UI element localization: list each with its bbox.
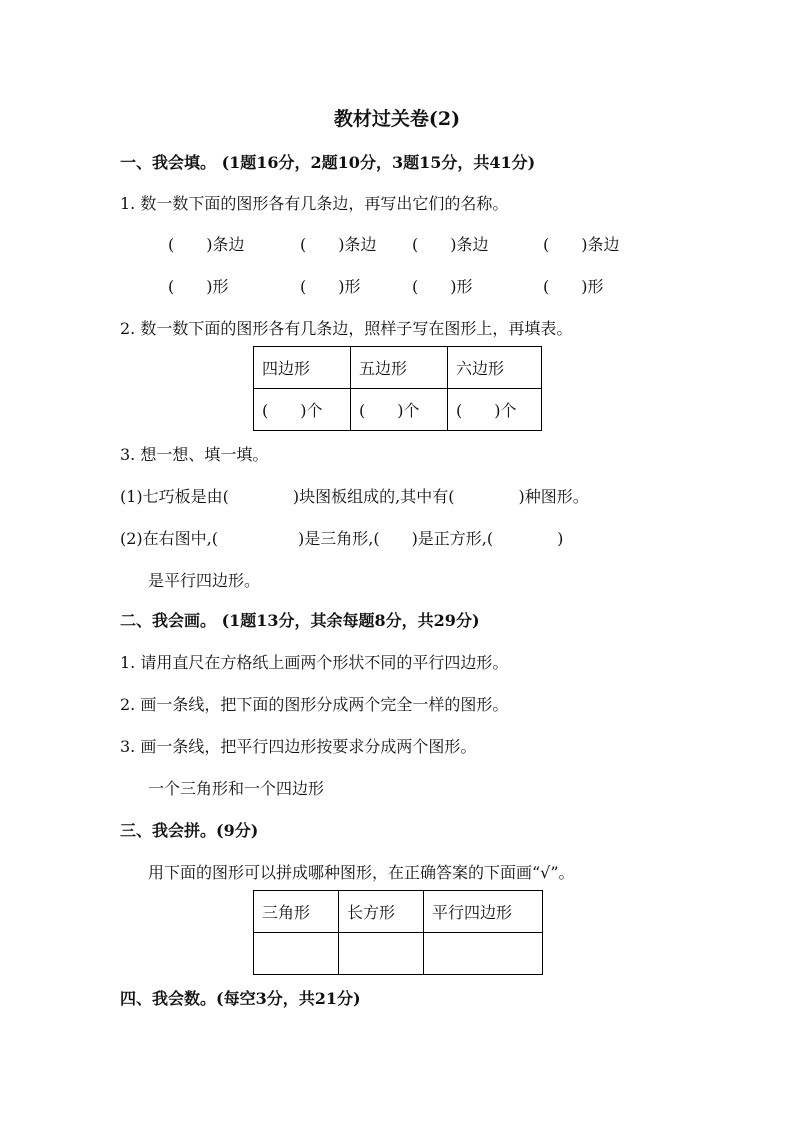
table-header-quadrilateral: 四边形	[254, 347, 351, 389]
choice-cell-rectangle[interactable]	[339, 933, 424, 975]
table-cell-quadrilateral-count[interactable]: ( )个	[254, 389, 351, 431]
question-2-text: 2. 数一数下面的图形各有几条边，照样子写在图形上，再填表。	[120, 319, 573, 338]
question-3-part-1[interactable]: (1)七巧板是由( )块图板组成的,其中有( )种图形。	[120, 487, 589, 506]
table-header-hexagon: 六边形	[448, 347, 542, 389]
edge-blank-3[interactable]: ( )条边	[412, 235, 489, 254]
shape-blank-2[interactable]: ( )形	[300, 277, 361, 296]
question-3-part-2[interactable]: (2)在右图中,( )是三角形,( )是正方形,( )	[120, 529, 564, 548]
draw-question-3-requirement: 一个三角形和一个四边形	[148, 779, 325, 798]
edge-blank-2[interactable]: ( )条边	[300, 235, 377, 254]
shape-choice-table	[253, 890, 543, 975]
draw-question-1: 1. 请用直尺在方格纸上画两个形状不同的平行四边形。	[120, 653, 509, 672]
shape-blank-3[interactable]: ( )形	[412, 277, 473, 296]
section-1-heading: 一、我会填。 (1题16分，2题10分，3题15分，共41分)	[120, 153, 536, 172]
choice-cell-triangle[interactable]	[254, 933, 339, 975]
question-3-part-2-cont: 是平行四边形。	[148, 571, 261, 590]
question-3-text: 3. 想一想、填一填。	[120, 445, 269, 464]
choice-header-parallelogram: 平行四边形	[424, 891, 543, 933]
table-cell-hexagon-count[interactable]: ( )个	[448, 389, 542, 431]
page-title: 教材过关卷(2)	[333, 108, 461, 130]
edge-blank-4[interactable]: ( )条边	[543, 235, 620, 254]
edge-count-table	[253, 346, 542, 431]
choice-header-rectangle: 长方形	[339, 891, 424, 933]
question-1-text: 1. 数一数下面的图形各有几条边，再写出它们的名称。	[120, 194, 509, 213]
edge-blank-1[interactable]: ( )条边	[168, 235, 245, 254]
draw-question-3: 3. 画一条线，把平行四边形按要求分成两个图形。	[120, 737, 477, 756]
section-2-heading: 二、我会画。 (1题13分，其余每题8分，共29分)	[120, 611, 480, 630]
section-3-instruction: 用下面的图形可以拼成哪种图形，在正确答案的下面画“√”。	[148, 863, 575, 882]
draw-question-2: 2. 画一条线，把下面的图形分成两个完全一样的图形。	[120, 695, 509, 714]
shape-blank-1[interactable]: ( )形	[168, 277, 229, 296]
section-3-heading: 三、我会拼。(9分)	[120, 821, 259, 840]
shape-blank-4[interactable]: ( )形	[543, 277, 604, 296]
choice-cell-parallelogram[interactable]	[424, 933, 543, 975]
table-header-pentagon: 五边形	[351, 347, 448, 389]
section-4-heading: 四、我会数。(每空3分，共21分)	[120, 989, 361, 1008]
choice-header-triangle: 三角形	[254, 891, 339, 933]
table-cell-pentagon-count[interactable]: ( )个	[351, 389, 448, 431]
